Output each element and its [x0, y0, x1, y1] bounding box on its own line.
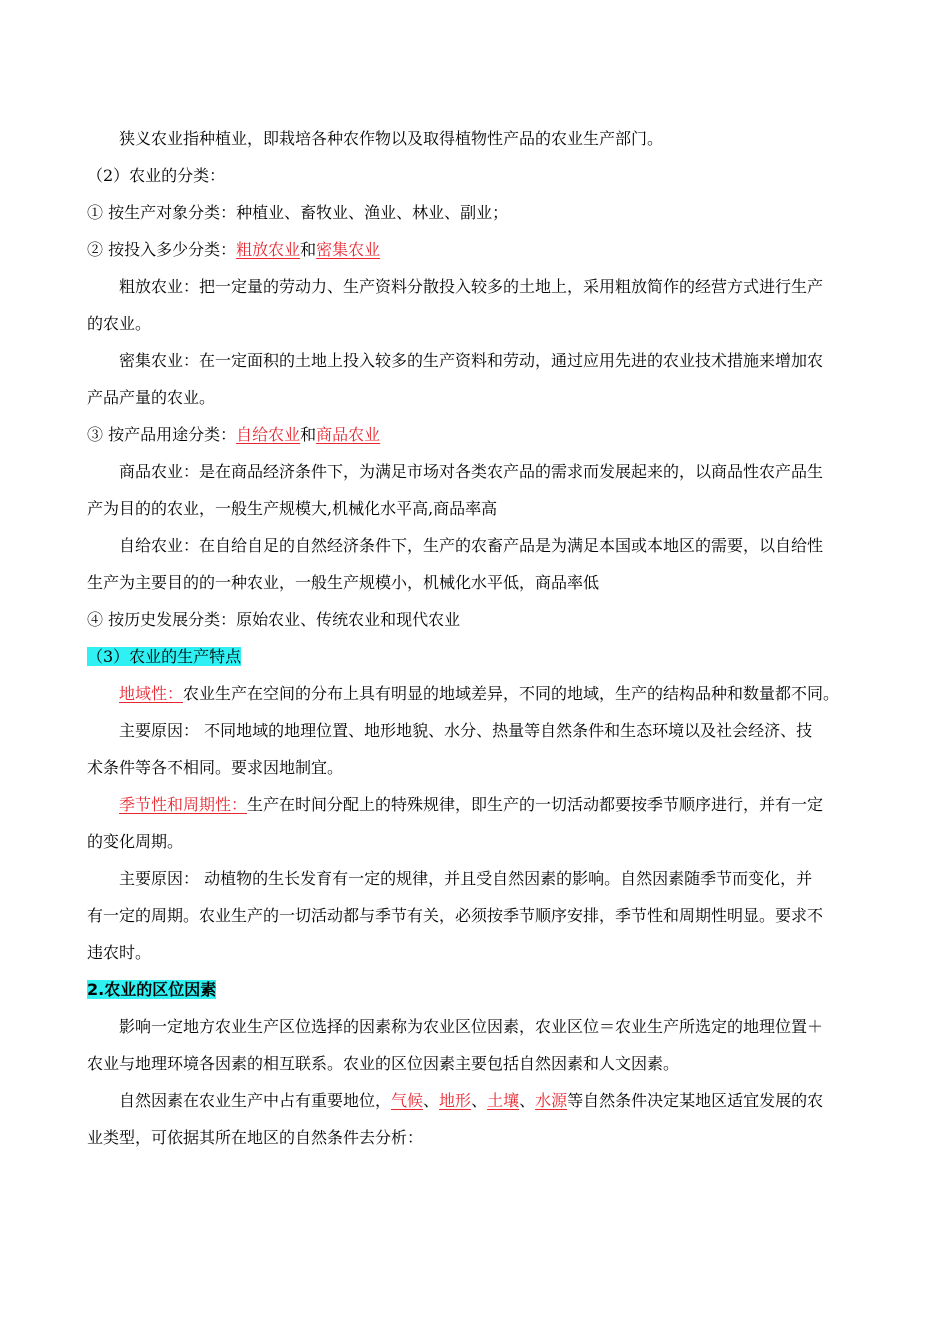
term-intensive-agriculture: 密集农业: [316, 240, 381, 259]
conjunction: 和: [300, 240, 317, 259]
paragraph-subsistence-line2: 生产为主要目的的一种农业，一般生产规模小，机械化水平低，商品率低: [87, 573, 600, 592]
section-heading-features: [87, 646, 867, 668]
paragraph-reason2-line2: 有一定的周期。农业生产的一切活动都与季节有关，必须按季节顺序安排，季节性和周期性明显。要求不: [87, 906, 824, 925]
paragraph-text: 等自然条件决定某地区适宜发展的农: [567, 1091, 824, 1110]
paragraph-regionality: [119, 683, 867, 705]
list-item-by-input: [87, 239, 867, 261]
paragraph-text: 自然因素在农业生产中占有重要地位，: [119, 1091, 392, 1110]
separator: 、: [519, 1091, 536, 1110]
term-soil: 土壤: [487, 1091, 520, 1110]
paragraph-commercial-line2: 产为目的的农业，一般生产规模大,机械化水平高,商品率高: [87, 499, 498, 518]
paragraph-intensive-line2: 产品产量的农业。: [87, 388, 216, 407]
term-terrain: 地形: [439, 1091, 472, 1110]
list-item-label: ③ 按产品用途分类：: [87, 425, 237, 444]
term-subsistence-agriculture: 自给农业: [236, 425, 301, 444]
term-regionality: 地域性：: [119, 684, 184, 703]
paragraph-location-line2: 农业与地理环境各因素的相互联系。农业的区位因素主要包括自然因素和人文因素。: [87, 1054, 680, 1073]
paragraph-location-line1: 影响一定地方农业生产区位选择的因素称为农业区位因素，农业区位＝农业生产所选定的地理位置＋: [119, 1017, 824, 1036]
term-climate: 气候: [391, 1091, 424, 1110]
paragraph-text: 生产在时间分配上的特殊规律，即生产的一切活动都要按季节顺序进行，并有一定: [247, 795, 824, 814]
paragraph-reason1-line1: 主要原因： 不同地域的地理位置、地形地貌、水分、热量等自然条件和生态环境以及社会经济、技: [119, 721, 813, 740]
list-item-by-history: ④ 按历史发展分类：原始农业、传统农业和现代农业: [87, 610, 461, 629]
list-item-by-use: [87, 424, 867, 446]
paragraph-reason1-line2: 术条件等各不相同。要求因地制宜。: [87, 758, 344, 777]
term-water-source: 水源: [535, 1091, 568, 1110]
list-item-by-object: ① 按生产对象分类：种植业、畜牧业、渔业、林业、副业；: [87, 203, 509, 222]
highlighted-heading: （3）农业的生产特点: [87, 647, 242, 666]
paragraph-seasonality: [119, 794, 867, 816]
paragraph-reason2-line1: 主要原因： 动植物的生长发育有一定的规律，并且受自然因素的影响。自然因素随季节而变化，并: [119, 869, 813, 888]
paragraph-subsistence-line1: 自给农业：在自给自足的自然经济条件下，生产的农畜产品是为满足本国或本地区的需要，以自给性: [119, 536, 824, 555]
paragraph-natural-factors: [119, 1090, 867, 1112]
term-extensive-agriculture: 粗放农业: [236, 240, 301, 259]
subheading-classification: （2）农业的分类：: [87, 166, 226, 185]
paragraph-extensive-line2: 的农业。: [87, 314, 152, 333]
section-heading-location-factors: [87, 979, 867, 1001]
list-item-label: ② 按投入多少分类：: [87, 240, 237, 259]
paragraph-intensive-line1: 密集农业：在一定面积的土地上投入较多的生产资料和劳动，通过应用先进的农业技术措施来增加农: [119, 351, 824, 370]
paragraph-natural-factors-line2: 业类型，可依据其所在地区的自然条件去分析：: [87, 1128, 424, 1147]
term-seasonality: 季节性和周期性：: [119, 795, 248, 814]
term-commercial-agriculture: 商品农业: [316, 425, 381, 444]
conjunction: 和: [300, 425, 317, 444]
separator: 、: [471, 1091, 488, 1110]
paragraph-narrow-agriculture: 狭义农业指种植业，即栽培各种农作物以及取得植物性产品的农业生产部门。: [119, 129, 664, 148]
paragraph-extensive-line1: 粗放农业：把一定量的劳动力、生产资料分散投入较多的土地上，采用粗放简作的经营方式进行生产: [119, 277, 824, 296]
paragraph-seasonality-line2: 的变化周期。: [87, 832, 184, 851]
paragraph-reason2-line3: 违农时。: [87, 943, 152, 962]
paragraph-text: 农业生产在空间的分布上具有明显的地域差异，不同的地域，生产的结构品种和数量都不同。: [183, 684, 840, 703]
paragraph-commercial-line1: 商品农业：是在商品经济条件下，为满足市场对各类农产品的需求而发展起来的，以商品性农产品生: [119, 462, 824, 481]
separator: 、: [423, 1091, 440, 1110]
highlighted-heading: 2.农业的区位因素: [87, 980, 217, 999]
